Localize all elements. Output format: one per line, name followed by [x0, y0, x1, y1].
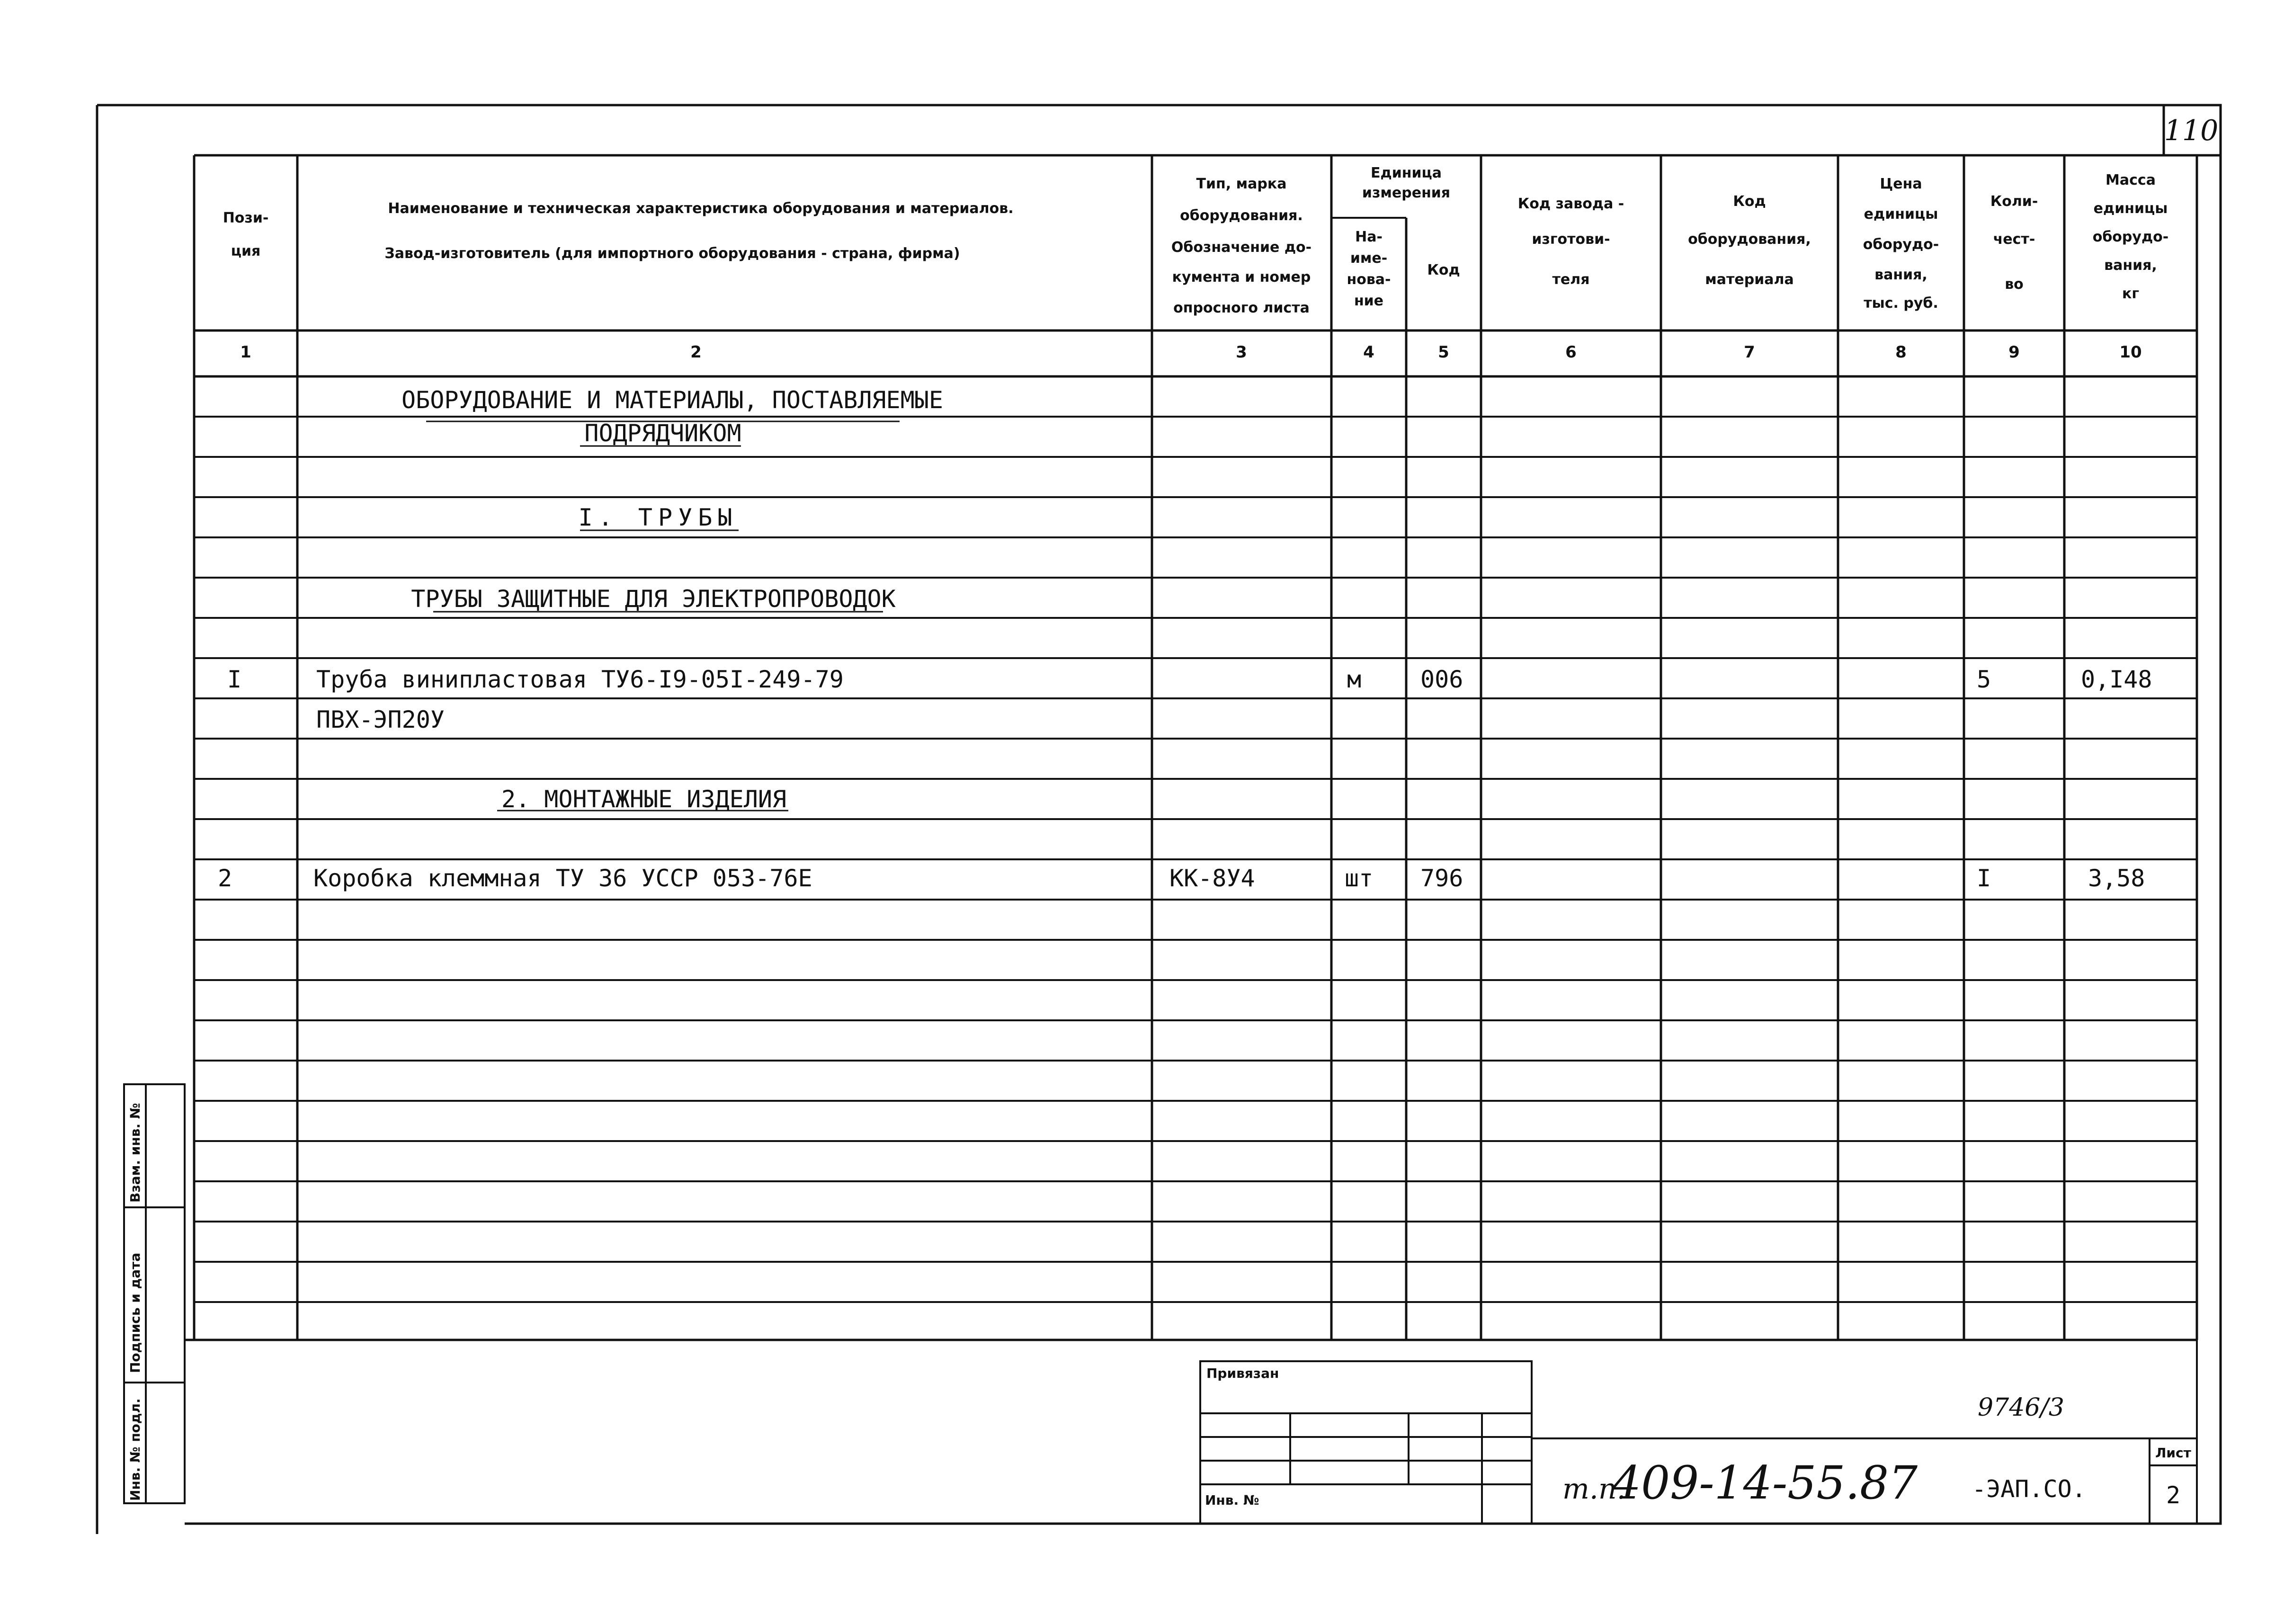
title-inv-no: Инв. №: [1205, 1492, 1259, 1508]
header-price-l4: вания,: [1874, 267, 1927, 283]
table-header: [223, 165, 2169, 316]
header-position-l2: ция: [231, 243, 261, 259]
header-qty-l3: во: [2005, 276, 2024, 293]
header-price-l5: тыс. руб.: [1864, 295, 1938, 312]
row-name: Коробка клеммная ТУ 36 УССР 053-76Е: [313, 865, 812, 892]
row-type: КК-8У4: [1169, 865, 1255, 892]
column-number: 5: [1438, 343, 1449, 362]
header-equip-code-l3: материала: [1705, 271, 1794, 288]
stamp-inv-podl: Инв. № подл.: [127, 1398, 143, 1501]
header-type-l3: Обозначение до-: [1171, 239, 1312, 256]
header-unit-name-l4: ние: [1354, 293, 1384, 309]
header-type-l5: опросного листа: [1173, 300, 1310, 316]
header-mass-l5: кг: [2122, 286, 2140, 302]
column-number: 7: [1744, 343, 1755, 362]
header-equip-code-l2: оборудования,: [1688, 231, 1811, 248]
row-quantity: 5: [1977, 666, 1991, 693]
column-number: 4: [1363, 343, 1374, 362]
header-unit-name-l2: име-: [1350, 250, 1388, 267]
header-price-l1: Цена: [1880, 176, 1922, 192]
heading-mounting: 2. МОНТАЖНЫЕ ИЗДЕЛИЯ: [501, 785, 787, 813]
header-maker-code-l3: теля: [1552, 271, 1590, 288]
header-mass-l4: вания,: [2104, 257, 2157, 274]
header-price-l2: единицы: [1864, 206, 1938, 223]
header-type-l1: Тип, марка: [1196, 176, 1287, 192]
header-unit-code: Код: [1427, 262, 1460, 278]
section-title-line2: ПОДРЯДЧИКОМ: [584, 419, 741, 447]
header-equip-code-l1: Код: [1733, 193, 1766, 210]
column-number: 8: [1895, 343, 1907, 362]
archive-number: 9746/3: [1978, 1393, 2064, 1422]
row-name: Труба винипластовая ТУ6-I9-05I-249-79: [316, 666, 844, 693]
header-type-l2: оборудования.: [1180, 207, 1303, 224]
title-privyazan: Привязан: [1206, 1365, 1279, 1381]
header-unit-name-l3: нова-: [1347, 271, 1391, 288]
header-price-l3: оборудо-: [1863, 236, 1939, 253]
heading-pipes: I. ТРУБЫ: [578, 504, 738, 531]
column-number: 3: [1236, 343, 1247, 362]
row-unit-code: 796: [1420, 865, 1463, 892]
row-unit: м: [1347, 666, 1362, 693]
row-position: I: [227, 666, 242, 693]
header-unit-l2: измерения: [1362, 185, 1451, 201]
header-maker-code-l1: Код завода -: [1517, 196, 1624, 212]
header-name-l2: Завод-изготовитель (для импортного оборудования - страна, фирма): [384, 245, 960, 262]
subheading-pipes: ТРУБЫ ЗАЩИТНЫЕ ДЛЯ ЭЛЕКТРОПРОВОДОК: [411, 585, 896, 613]
section-title-line1: ОБОРУДОВАНИЕ И МАТЕРИАЛЫ, ПОСТАВЛЯЕМЫЕ: [401, 386, 943, 414]
sheet-number: 2: [2166, 1481, 2181, 1509]
row-unit: шт: [1345, 865, 1374, 892]
row-mass: 3,58: [2088, 865, 2145, 892]
header-qty-l2: чест-: [1993, 231, 2035, 248]
header-maker-code-l2: изготови-: [1532, 231, 1610, 248]
header-position-l1: Пози-: [223, 210, 269, 226]
stamp-inv-vzam: Взам. инв. №: [127, 1103, 143, 1203]
row-name-line2: ПВХ-ЭП20У: [316, 706, 445, 733]
stamp-sign-date: Подпись и дата: [127, 1252, 143, 1373]
header-mass-l1: Масса: [2106, 172, 2156, 188]
header-mass-l2: единицы: [2093, 200, 2168, 217]
corner-sheet-number: 110: [2164, 114, 2219, 147]
doc-prefix: т.п.: [1562, 1472, 1626, 1506]
header-qty-l1: Коли-: [1990, 193, 2038, 210]
header-type-l4: кумента и номер: [1172, 269, 1311, 286]
doc-code: 409-14-55.87: [1612, 1456, 1918, 1509]
sheet-label: Лист: [2155, 1445, 2191, 1461]
doc-suffix: -ЭАП.СО.: [1972, 1475, 2086, 1503]
header-unit-name-l1: На-: [1355, 229, 1383, 245]
table-body: [218, 386, 2152, 892]
column-number: 2: [690, 343, 702, 362]
column-numbers: [240, 343, 2142, 362]
header-mass-l3: оборудо-: [2092, 229, 2169, 245]
column-number: 10: [2119, 343, 2142, 362]
header-name-l1: Наименование и техническая характеристика оборудования и материалов.: [388, 200, 1014, 217]
header-unit-l1: Единица: [1371, 165, 1442, 181]
column-number: 1: [240, 343, 251, 362]
row-quantity: I: [1977, 865, 1991, 892]
row-mass: 0,I48: [2081, 666, 2152, 693]
row-unit-code: 006: [1420, 666, 1463, 693]
column-number: 9: [2008, 343, 2020, 362]
row-position: 2: [218, 865, 232, 892]
column-number: 6: [1565, 343, 1577, 362]
table-grid: [185, 155, 2197, 1340]
